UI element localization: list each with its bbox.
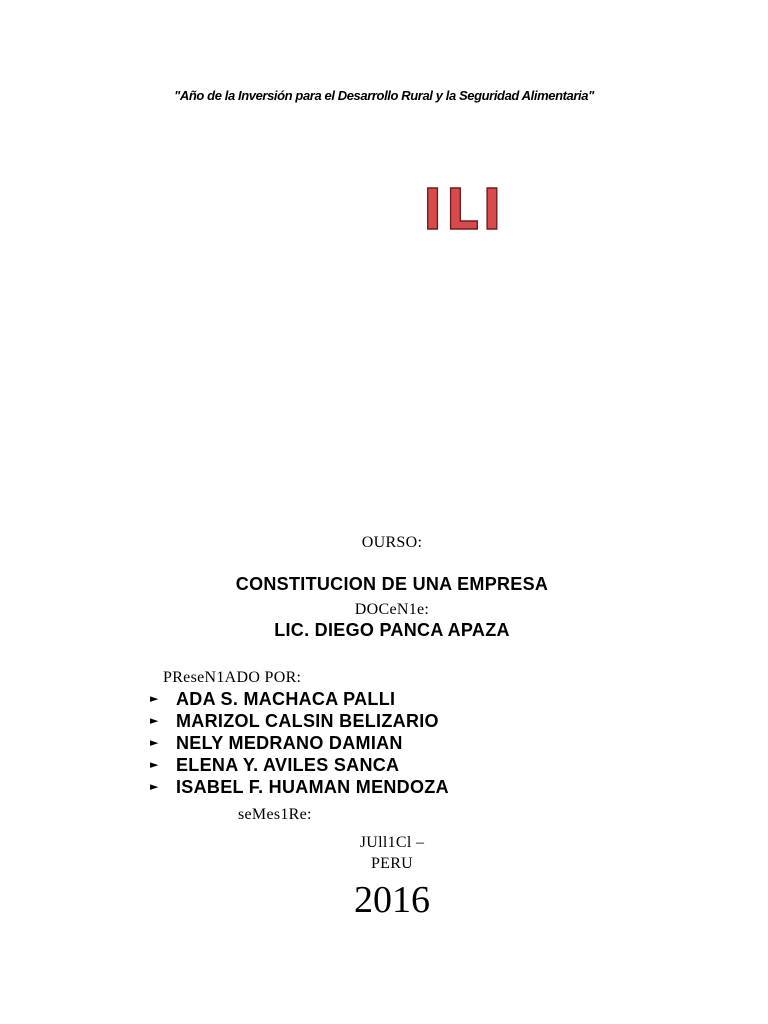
course-label: OURSO: [361, 534, 423, 551]
list-item [150, 754, 449, 776]
arrow-bullet-icon: ► [150, 758, 159, 771]
list-item [150, 688, 449, 710]
arrow-bullet-icon: ► [150, 714, 159, 727]
member-name: ELENA Y. AVILES SANCA [176, 755, 400, 775]
member-name: MARIZOL CALSIN BELIZARIO [176, 711, 439, 731]
list-item [150, 776, 449, 798]
location-country: PERU [370, 855, 414, 872]
presenters-label: PReseN1ADO POR: [163, 669, 302, 686]
teacher-name: LIC. DIEGO PANCA APAZA [274, 620, 510, 640]
semester-label: seMes1Re: [238, 806, 312, 823]
list-item [150, 710, 449, 732]
member-name: ADA S. MACHACA PALLI [176, 689, 396, 709]
teacher-label: DOCeN1e: [354, 601, 430, 618]
arrow-bullet-icon: ► [150, 692, 159, 705]
motto-header: "Año de la Inversión para el Desarrollo Rural y la Seguridad Alimentaria" [174, 88, 594, 103]
arrow-bullet-icon: ► [150, 780, 159, 793]
presenters-list [150, 688, 449, 798]
arrow-bullet-icon: ► [150, 736, 159, 749]
location-city: JUll1Cl – [359, 834, 425, 851]
list-item [150, 732, 449, 754]
institution-logo: ILI [423, 178, 506, 243]
member-name: NELY MEDRANO DAMIAN [176, 733, 403, 753]
course-title: CONSTITUCION DE UNA EMPRESA [235, 574, 549, 594]
member-name: ISABEL F. HUAMAN MENDOZA [176, 777, 449, 797]
document-year: 2016 [354, 879, 430, 921]
